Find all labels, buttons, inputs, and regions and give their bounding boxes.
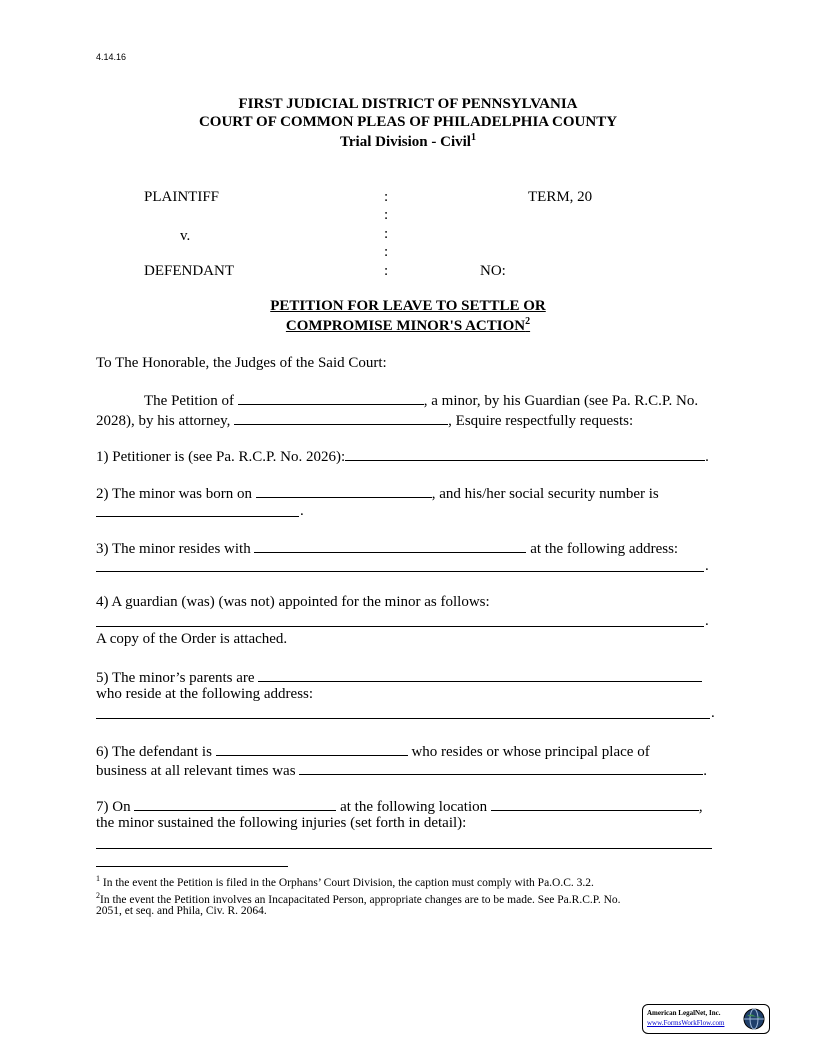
attorney-name-blank[interactable] <box>234 410 448 425</box>
intro-line1: The Petition of , a minor, by his Guardian (see Pa. R.C.P. No. <box>144 390 698 410</box>
ssn-blank[interactable] <box>96 516 299 517</box>
defendant-label: DEFENDANT <box>144 263 234 279</box>
caption-colon: : <box>384 244 389 260</box>
form-code: 4.14.16 <box>96 52 127 62</box>
defendant-address-blank[interactable] <box>299 760 703 775</box>
plaintiff-label: PLAINTIFF <box>144 189 220 205</box>
item-6-line2: business at all relevant times was . <box>96 760 707 780</box>
parents-address-label: who reside at the following address: <box>96 686 314 702</box>
court-district-heading: FIRST JUDICIAL DISTRICT OF PENNSYLVANIA <box>238 96 578 112</box>
order-attached-note: A copy of the Order is attached. <box>96 631 288 647</box>
address-period: . <box>705 558 709 574</box>
parents-names-blank[interactable] <box>258 667 702 682</box>
footnote-2-cont: 2051, et seq. and Phila, Civ. R. 2064. <box>96 905 267 917</box>
case-number-label: NO: <box>480 263 506 279</box>
guardian-period: . <box>705 613 709 629</box>
publisher-link[interactable]: www.FormsWorkFlow.com <box>647 1019 725 1027</box>
defendant-name-blank[interactable] <box>216 741 408 756</box>
injury-date-blank[interactable] <box>134 796 336 811</box>
versus-label: v. <box>180 228 191 244</box>
item-3: 3) The minor resides with at the following address: <box>96 538 678 558</box>
petitioner-name-blank[interactable] <box>238 390 424 405</box>
caption-colon: : <box>384 263 389 279</box>
parents-period: . <box>711 705 715 721</box>
item-7: 7) On at the following location , <box>96 796 703 816</box>
caption-colon: : <box>384 226 389 242</box>
minor-resides-with-blank[interactable] <box>254 538 526 553</box>
footnote-separator <box>96 866 288 867</box>
term-label: TERM, 20 <box>528 189 593 205</box>
injury-location-blank[interactable] <box>491 796 699 811</box>
item-4: 4) A guardian (was) (was not) appointed for the minor as follows: <box>96 594 490 610</box>
division-heading: Trial Division - Civil$^1$ <box>340 132 476 150</box>
caption-colon: : <box>384 207 389 223</box>
footnote-1: $^1$ In the event the Petition is filed in the Orphans’ Court Division, the caption must comply with Pa.O.C. 3.2. <box>96 874 594 889</box>
petition-title-line1: PETITION FOR LEAVE TO SETTLE OR <box>270 298 546 314</box>
ssn-period: . <box>300 503 304 519</box>
court-name-heading: COURT OF COMMON PLEAS OF PHILADELPHIA COUNTY <box>198 114 618 130</box>
guardian-details-blank[interactable] <box>96 626 704 627</box>
injuries-detail-blank[interactable] <box>96 848 712 849</box>
petitioner-status-blank[interactable] <box>345 446 705 461</box>
caption-colon: : <box>384 189 389 205</box>
item-5: 5) The minor’s parents are <box>96 667 702 687</box>
publisher-name: American LegalNet, Inc. <box>647 1009 721 1017</box>
minor-address-blank[interactable] <box>96 571 704 572</box>
globe-icon <box>743 1008 765 1030</box>
footnote-ref-1: 1 <box>470 132 476 143</box>
footnote-2: $^2$In the event the Petition involves an Incapacitated Person, appropriate changes are to be made. See Pa.R.C.P. No. <box>96 891 621 906</box>
injuries-label: the minor sustained the following injuries (set forth in detail): <box>96 815 467 831</box>
item-6: 6) The defendant is who resides or whose principal place of <box>96 741 650 761</box>
birth-date-blank[interactable] <box>256 483 432 498</box>
intro-line2: 2028), by his attorney, , Esquire respectfully requests: <box>96 410 633 430</box>
publisher-badge[interactable] <box>642 1004 770 1034</box>
salutation: To The Honorable, the Judges of the Said Court: <box>96 355 387 371</box>
footnote-ref-2: 2 <box>525 316 531 327</box>
petition-title-line2: COMPROMISE MINOR'S ACTION$^2$ <box>285 316 531 334</box>
parents-address-blank[interactable] <box>96 718 710 719</box>
item-1: 1) Petitioner is (see Pa. R.C.P. No. 2026): . <box>96 446 709 466</box>
item-2: 2) The minor was born on , and his/her social security number is <box>96 483 659 503</box>
